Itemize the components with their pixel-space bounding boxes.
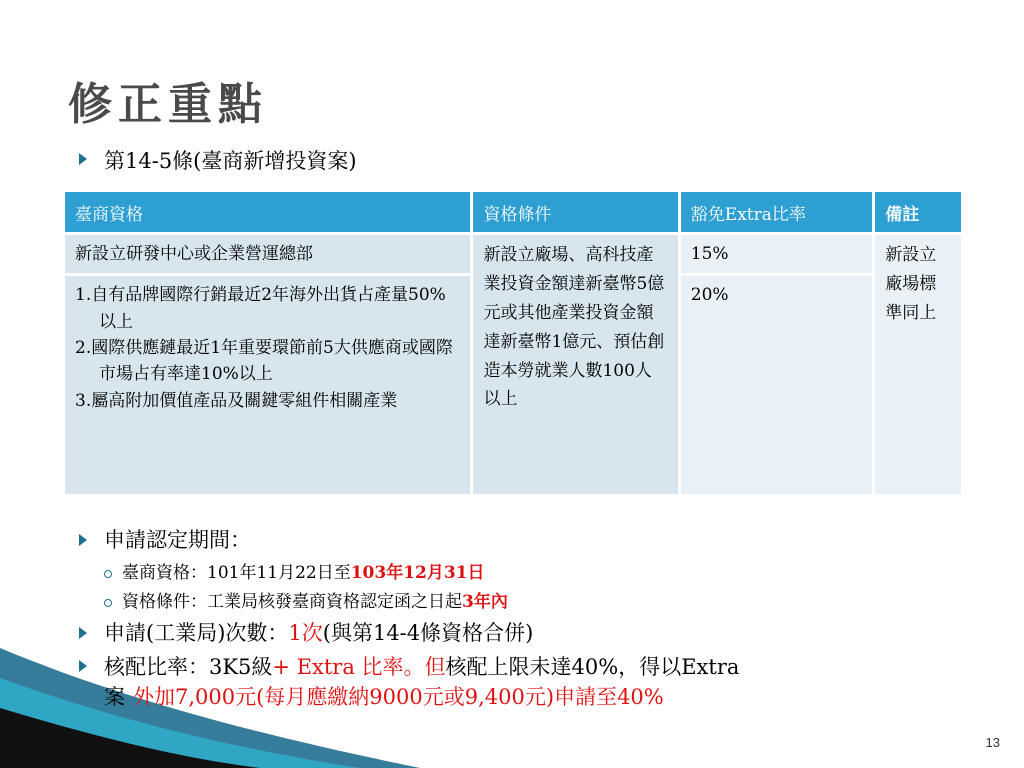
list-item: 2.國際供應鏈最近1年重要環節前5大供應商或國際市場占有率達10%以上: [75, 338, 453, 385]
table-cell: 20%: [679, 275, 873, 496]
page-number: 13: [985, 735, 1000, 750]
table-header-cell: 備註: [874, 191, 963, 234]
bullet-arrow-icon: [79, 153, 87, 165]
bullet-4-line-2-start: 案: [104, 685, 125, 709]
slide-title: 修正重點: [68, 79, 268, 130]
table-header-cell: 臺商資格: [64, 191, 472, 234]
bullet-4-red-1: + Extra 比率。但: [272, 655, 446, 679]
sub-bullet-2-highlight: 3年內: [462, 592, 508, 612]
bullet-4-red-2: 外加7,000元(每月應繳納9000元或9,400元)申請至40%: [133, 685, 664, 709]
ring-bullet-icon: [104, 570, 112, 578]
ring-bullet-icon: [104, 599, 112, 607]
bullet-3-text: [104, 617, 533, 647]
bullet-arrow-icon: [79, 627, 87, 639]
table-header-row: [64, 191, 963, 234]
sub-bullet-2-text: 資格條件：工業局核發臺商資格認定函之日起: [122, 592, 462, 612]
bullet-arrow-icon: [79, 534, 87, 546]
table-cell: 新設立廠場標準同上: [874, 234, 963, 496]
table-cell: 15%: [679, 234, 873, 275]
sub-bullet-1: [104, 558, 485, 583]
bullet-4-prefix: 核配比率：3K5級: [104, 655, 273, 679]
bullet-3-prefix: 申請(工業局)次數：: [104, 621, 289, 645]
table-cell: 新設立研發中心或企業營運總部: [64, 234, 472, 275]
qualification-table: [62, 189, 964, 497]
table-cell: 新設立廠場、高科技產業投資金額達新臺幣5億元或其他產業投資金額達新臺幣1億元、預估創造本勞就業人數100人以上: [472, 234, 679, 496]
bullet-4-mid: 核配上限未達40%，得以Extra: [445, 655, 740, 679]
sub-bullet-2: [104, 587, 508, 612]
bullet-2-text: 申請認定期間：: [104, 528, 251, 552]
list-item: 3.屬高附加價值產品及關鍵零組件相關產業: [75, 390, 398, 411]
sub-bullet-1-highlight: 103年12月31日: [350, 563, 485, 583]
table-header-cell: 豁免Extra比率: [679, 191, 873, 234]
bullet-4-line-1: [104, 651, 739, 681]
table-row: [64, 234, 963, 275]
bullet-3-highlight: 1次: [288, 621, 323, 645]
list-item: 1.自有品牌國際行銷最近2年海外出貨占產量50%以上: [75, 285, 446, 332]
bullet-4-line-2: [104, 681, 664, 711]
bullet-1-text: 第14-5條(臺商新增投資案): [104, 149, 357, 173]
bullet-arrow-icon: [79, 660, 87, 672]
sub-bullet-1-text: 臺商資格：101年11月22日至: [122, 563, 351, 583]
table-header-cell: 資格條件: [472, 191, 679, 234]
bullet-3-suffix: (與第14-4條資格合併): [322, 621, 534, 645]
table-cell: [64, 275, 472, 496]
